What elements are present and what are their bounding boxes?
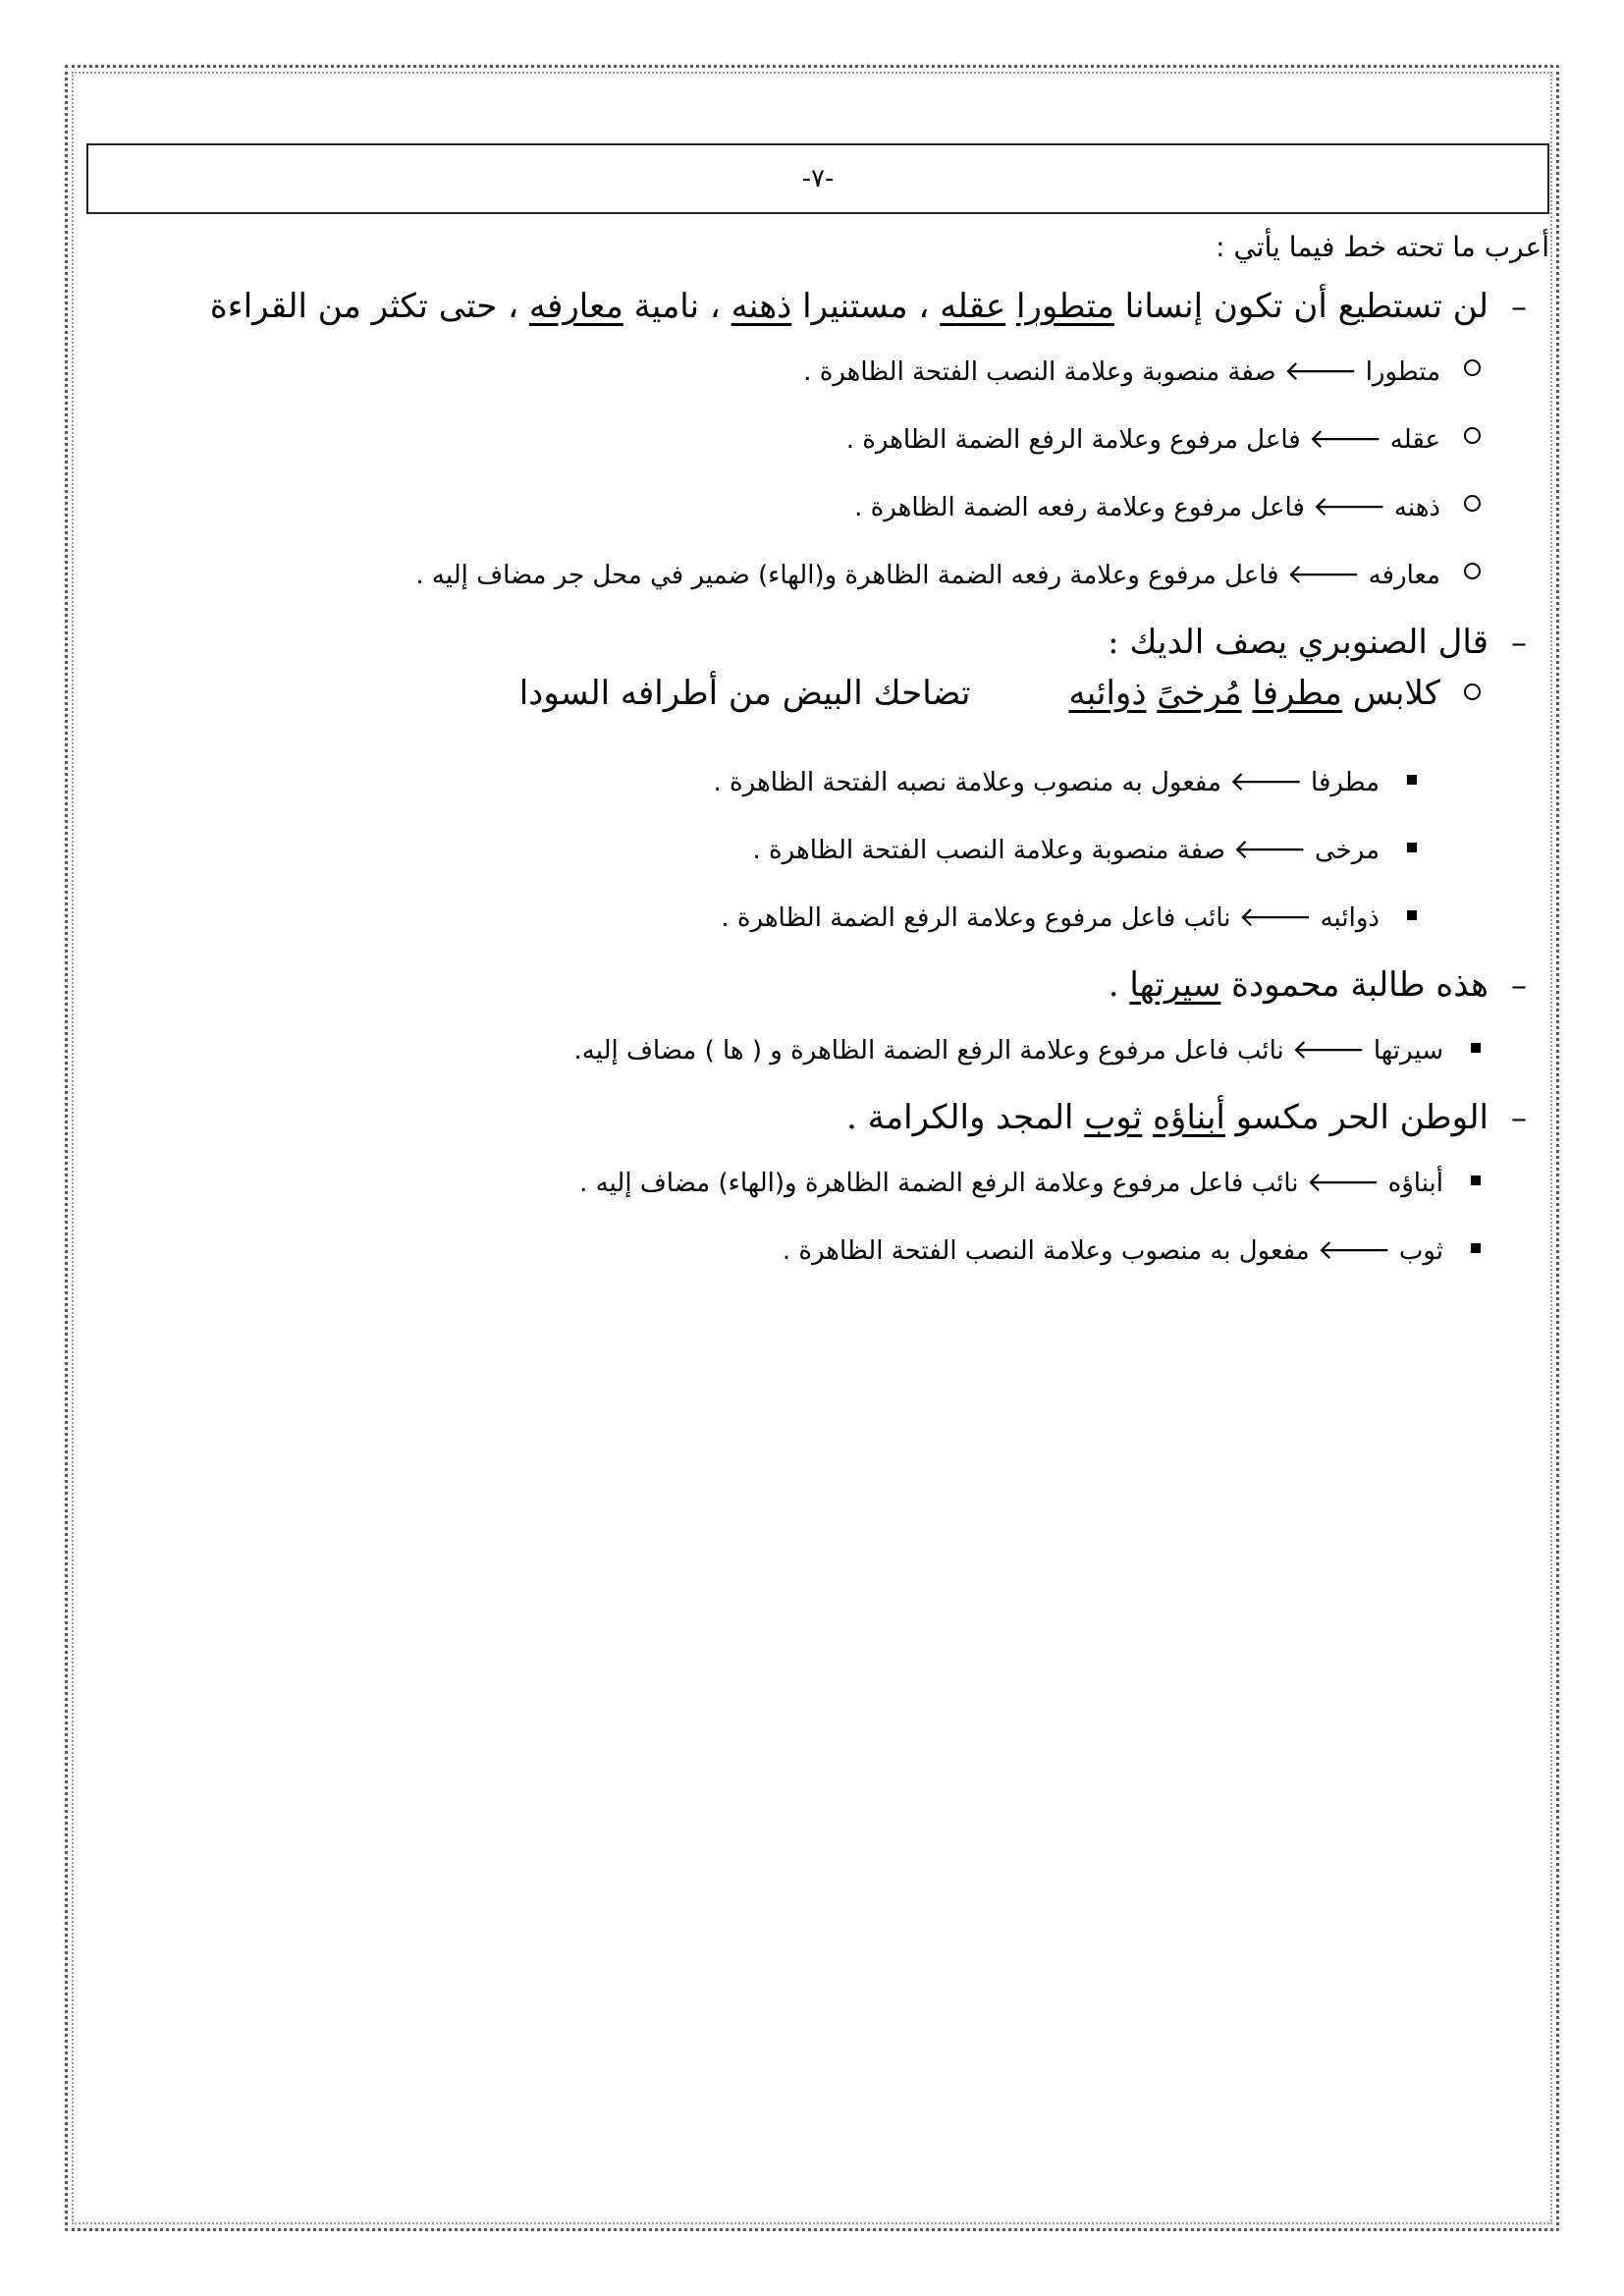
arrow-left-icon: 🡐 bbox=[1291, 1033, 1366, 1066]
square-bullet-icon bbox=[1407, 843, 1417, 852]
square-bullet-icon bbox=[1407, 775, 1417, 785]
answer-word: ثوب bbox=[1398, 1236, 1443, 1266]
question-2 bbox=[118, 609, 1549, 674]
answer-word: معارفه bbox=[1368, 561, 1440, 590]
arrow-left-icon: 🡐 bbox=[1286, 558, 1361, 590]
sentence-text bbox=[1142, 1098, 1153, 1137]
answer-2-1 bbox=[118, 748, 1549, 816]
answer-word: عقله bbox=[1389, 425, 1440, 455]
arrow-left-icon: 🡐 bbox=[1317, 1233, 1391, 1266]
arrow-left-icon: 🡐 bbox=[1238, 901, 1313, 933]
answer-word: ذهنه bbox=[1393, 493, 1440, 522]
answer-word: سيرتها bbox=[1373, 1036, 1443, 1066]
answer-parse: فاعل مرفوع وعلامة رفعه الضمة الظاهرة و(الهاء) ضمير في محل جر مضاف إليه . bbox=[415, 561, 1279, 590]
answer-parse: صفة منصوبة وعلامة النصب الفتحة الظاهرة . bbox=[803, 357, 1276, 387]
circle-bullet-icon bbox=[1464, 495, 1481, 512]
sentence-text bbox=[1146, 674, 1157, 713]
answer-1-4 bbox=[118, 541, 1549, 609]
underlined-word: متطورا bbox=[1016, 287, 1114, 326]
answer-parse: فاعل مرفوع وعلامة رفعه الضمة الظاهرة . bbox=[854, 493, 1305, 522]
answer-4-2 bbox=[118, 1217, 1549, 1285]
dash-bullet: – bbox=[1511, 288, 1527, 325]
arrow-left-icon: 🡐 bbox=[1312, 490, 1386, 522]
sentence-text: كلابس bbox=[1341, 674, 1440, 713]
circle-bullet-icon bbox=[1464, 359, 1481, 376]
sentence-text: ، مستنيرا bbox=[791, 287, 941, 326]
underlined-word: معارفه bbox=[528, 287, 623, 326]
answer-2-2 bbox=[118, 816, 1549, 884]
verse-first-half bbox=[1069, 674, 1441, 713]
page-number: -٧- bbox=[801, 164, 835, 193]
arrow-left-icon: 🡐 bbox=[1308, 422, 1382, 455]
answer-word: ذوائبه bbox=[1320, 903, 1380, 933]
verse-line bbox=[118, 674, 1549, 748]
circle-bullet-icon bbox=[1464, 427, 1481, 444]
answer-word: أبناؤه bbox=[1387, 1169, 1443, 1198]
underlined-word: مُرخىً bbox=[1157, 674, 1242, 713]
question-4-sentence bbox=[846, 1084, 1489, 1151]
arrow-left-icon: 🡐 bbox=[1232, 833, 1307, 865]
answer-parse: فاعل مرفوع وعلامة الرفع الضمة الظاهرة . bbox=[845, 425, 1301, 455]
answer-2-3 bbox=[118, 884, 1549, 952]
question-3 bbox=[118, 952, 1549, 1016]
answer-1-2 bbox=[118, 406, 1549, 473]
dash-bullet: – bbox=[1511, 1099, 1527, 1136]
answer-parse: نائب فاعل مرفوع وعلامة الرفع الضمة الظاهرة و(الهاء) مضاف إليه . bbox=[579, 1169, 1299, 1198]
answer-word: متطورا bbox=[1365, 357, 1440, 387]
arrow-left-icon: 🡐 bbox=[1306, 1166, 1380, 1198]
square-bullet-icon bbox=[1471, 1175, 1481, 1185]
answer-parse: مفعول به منصوب وعلامة النصب الفتحة الظاهرة . bbox=[782, 1236, 1310, 1266]
underlined-word: ثوب bbox=[1084, 1098, 1143, 1137]
circle-bullet-icon bbox=[1464, 563, 1481, 579]
square-bullet-icon bbox=[1407, 910, 1417, 920]
sentence-text: الوطن الحر مكسو bbox=[1224, 1098, 1489, 1137]
underlined-word: ذهنه bbox=[731, 287, 792, 326]
sentence-text: هذه طالبة محمودة bbox=[1220, 965, 1489, 1005]
answer-parse: صفة منصوبة وعلامة النصب الفتحة الظاهرة . bbox=[752, 836, 1225, 865]
exercise-content bbox=[118, 222, 1549, 1285]
answer-word: مطرفا bbox=[1311, 768, 1380, 797]
dash-bullet: – bbox=[1511, 966, 1527, 1004]
answer-1-1 bbox=[118, 338, 1549, 406]
question-1 bbox=[118, 273, 1549, 338]
instruction: أعرب ما تحته خط فيما يأتي : bbox=[1216, 231, 1549, 263]
sentence-text: ، حتى تكثر من القراءة bbox=[209, 287, 529, 326]
sentence-text bbox=[1242, 674, 1253, 713]
dash-bullet: – bbox=[1511, 624, 1527, 661]
underlined-word: سيرتها bbox=[1129, 965, 1221, 1005]
square-bullet-icon bbox=[1471, 1043, 1481, 1053]
underlined-word: ذوائبه bbox=[1068, 674, 1147, 713]
page-number-box bbox=[86, 143, 1549, 214]
answer-parse: نائب فاعل مرفوع وعلامة الرفع الضمة الظاهرة و ( ها ) مضاف إليه. bbox=[573, 1036, 1284, 1066]
underlined-word: أبناؤه bbox=[1153, 1098, 1225, 1137]
arrow-left-icon: 🡐 bbox=[1283, 355, 1358, 387]
answer-parse: مفعول به منصوب وعلامة نصبه الفتحة الظاهرة . bbox=[713, 768, 1221, 797]
answer-1-3 bbox=[118, 473, 1549, 541]
sentence-text: . bbox=[1108, 965, 1130, 1005]
question-3-sentence bbox=[1109, 952, 1489, 1018]
answer-4-1 bbox=[118, 1149, 1549, 1217]
sentence-text: ، نامية bbox=[623, 287, 731, 326]
square-bullet-icon bbox=[1471, 1243, 1481, 1253]
verse-second-half: تضاحك البيض من أطرافه السودا bbox=[518, 674, 971, 713]
question-1-sentence bbox=[210, 273, 1489, 340]
underlined-word: عقله bbox=[940, 287, 1006, 326]
answer-word: مرخى bbox=[1314, 836, 1380, 865]
arrow-left-icon: 🡐 bbox=[1228, 765, 1304, 797]
sentence-text bbox=[1005, 287, 1016, 326]
answer-3-1 bbox=[118, 1016, 1549, 1084]
sentence-text: المجد والكرامة . bbox=[846, 1098, 1085, 1137]
question-4 bbox=[118, 1084, 1549, 1149]
answer-parse: نائب فاعل مرفوع وعلامة الرفع الضمة الظاهرة . bbox=[721, 903, 1231, 933]
question-2-intro: قال الصنوبري يصف الديك : bbox=[1108, 623, 1489, 662]
sentence-text: لن تستطيع أن تكون إنسانا bbox=[1113, 287, 1489, 326]
circle-bullet-icon bbox=[1464, 683, 1481, 700]
underlined-word: مطرفا bbox=[1252, 674, 1342, 713]
